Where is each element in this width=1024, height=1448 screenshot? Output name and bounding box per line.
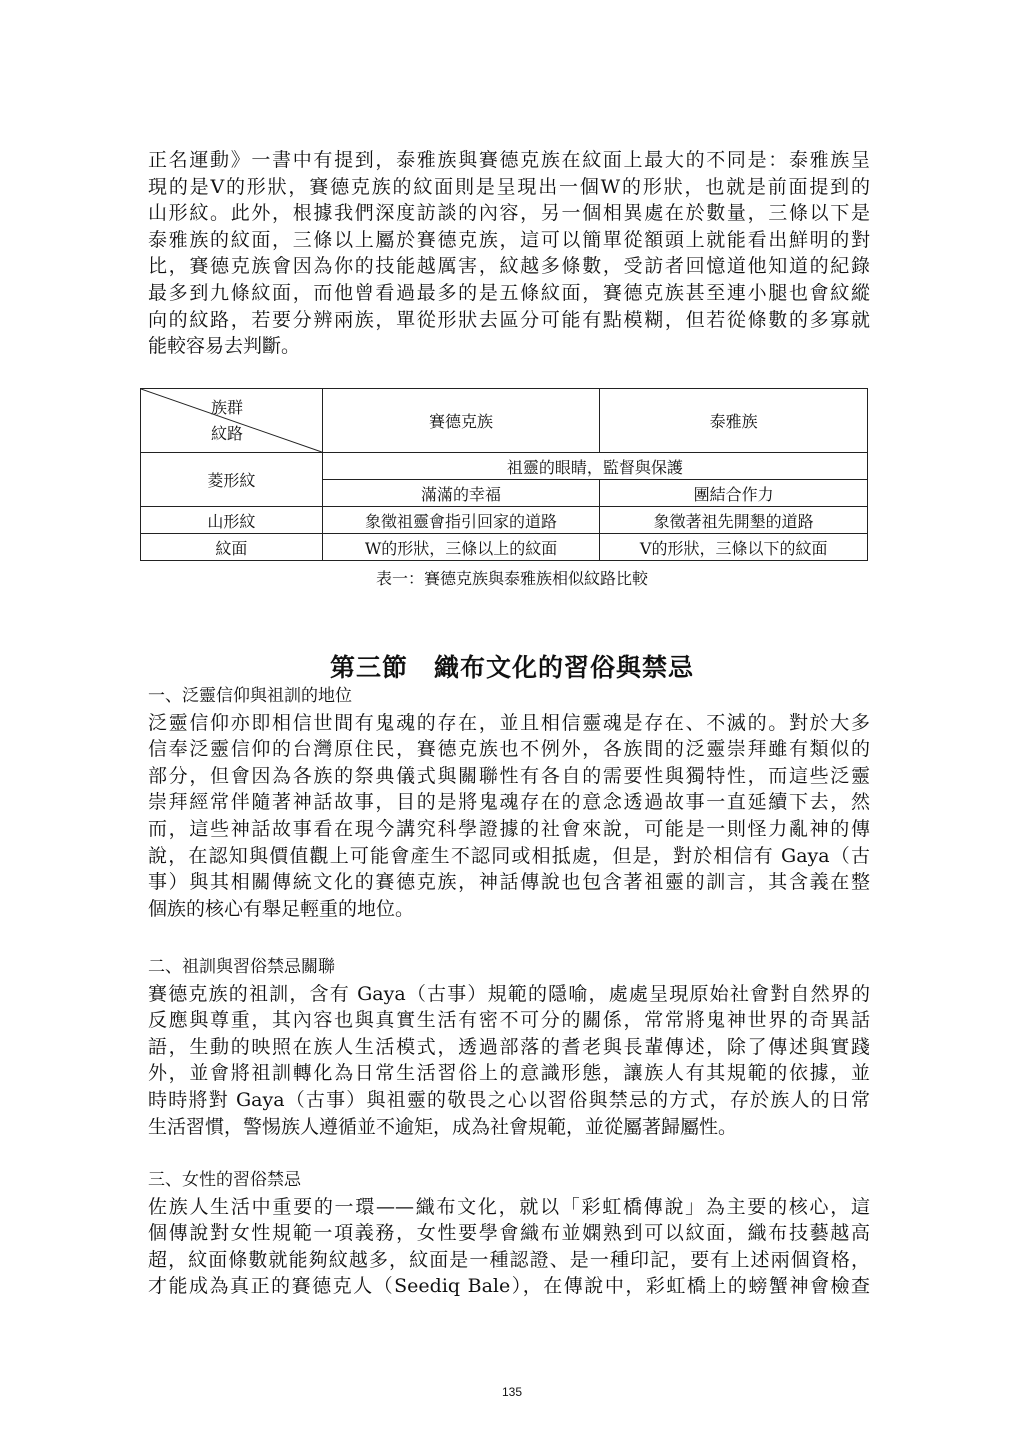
diagonal-header-cell — [141, 389, 323, 453]
comparison-table — [140, 388, 868, 561]
text-line: 而，這些神話故事看在現今講究科學證據的社會來說，可能是一則怪力亂神的傳 — [148, 817, 870, 840]
text-line: 超，紋面條數就能夠紋越多，紋面是一種認證、是一種印記，要有上述兩個資格， — [148, 1248, 870, 1271]
corner-label-pattern: 紋路 — [211, 424, 244, 443]
text-line: 泰雅族的紋面，三條以上屬於賽德克族，這可以簡單從額頭上就能看出鮮明的對 — [148, 228, 870, 251]
text-line: 賽德克族的祖訓，含有 Gaya（古事）規範的隱喻，處處呈現原始社會對自然界的 — [148, 982, 870, 1005]
subsection-3 — [148, 1167, 870, 1300]
table-header-row — [141, 389, 868, 453]
text-line: 外，並會將祖訓轉化為日常生活習俗上的意識形態，讓族人有其規範的依據，並 — [148, 1062, 870, 1085]
table-cell: 祖靈的眼睛，監督與保護 — [322, 453, 867, 480]
column-header: 泰雅族 — [600, 389, 868, 453]
text-line: 部分，但會因為各族的祭典儀式與關聯性有各自的需要性與獨特性，而這些泛靈 — [148, 764, 870, 787]
text-line: 才能成為真正的賽德克人（Seediq Bale），在傳說中，彩虹橋上的螃蟹神會檢查 — [148, 1275, 870, 1298]
text-line: 山形紋。此外，根據我們深度訪談的內容，另一個相異處在於數量，三條以下是 — [148, 202, 870, 225]
text-line: 反應與尊重，其內容也與真實生活有密不可分的關係，常常將鬼神世界的奇異話 — [148, 1009, 870, 1032]
text-line: 正名運動》一書中有提到，泰雅族與賽德克族在紋面上最大的不同是：泰雅族呈 — [148, 149, 870, 171]
table-row — [141, 453, 868, 480]
table-row — [141, 534, 868, 561]
table-cell: 象徵著祖先開墾的道路 — [600, 507, 868, 534]
text-line: 泛靈信仰亦即相信世間有鬼魂的存在，並且相信靈魂是存在、不滅的。對於大多 — [148, 711, 870, 734]
table-cell: 團結合作力 — [600, 480, 868, 507]
subsection-heading: 一、泛靈信仰與祖訓的地位 — [148, 686, 352, 706]
row-label: 山形紋 — [141, 507, 323, 534]
subsection-2 — [148, 954, 870, 1140]
text-line: 崇拜經常伴隨著神話故事，目的是將鬼魂存在的意念透過故事一直延續下去，然 — [148, 791, 870, 814]
text-line: 現的是V的形狀，賽德克族的紋面則是呈現出一個W的形狀，也就是前面提到的 — [148, 175, 870, 198]
column-header: 賽德克族 — [322, 389, 600, 453]
table-cell: V的形狀，三條以下的紋面 — [600, 534, 868, 561]
text-line: 佐族人生活中重要的一環——織布文化，就以「彩虹橋傳說」為主要的核心，這 — [148, 1195, 870, 1218]
text-line: 事）與其相關傳統文化的賽德克族，神話傳說也包含著祖靈的訓言，其含義在整 — [148, 871, 870, 894]
row-label: 菱形紋 — [141, 453, 323, 507]
text-line: 能較容易去判斷。 — [148, 335, 301, 358]
table-cell: W的形狀，三條以上的紋面 — [322, 534, 600, 561]
text-line: 個傳說對女性規範一項義務，女性要學會織布並嫻熟到可以紋面，織布技藝越高 — [148, 1222, 870, 1245]
text-line: 說，在認知與價值觀上可能會產生不認同或相抵處，但是，對於相信有 Gaya（古 — [148, 844, 870, 867]
table-caption: 表一：賽德克族與泰雅族相似紋路比較 — [375, 569, 648, 588]
text-line: 時時將對 Gaya（古事）與祖靈的敬畏之心以習俗與禁忌的方式，存於族人的日常 — [148, 1088, 870, 1111]
text-line: 最多到九條紋面，而他曾看過最多的是五條紋面，賽德克族甚至連小腿也會紋縱 — [148, 281, 870, 304]
subsection-heading: 二、祖訓與習俗禁忌關聯 — [148, 957, 335, 977]
text-line: 個族的核心有舉足輕重的地位。 — [148, 897, 415, 920]
text-line: 向的紋路，若要分辨兩族，單從形狀去區分可能有點模糊，但若從條數的多寡就 — [148, 308, 870, 331]
corner-label-group: 族群 — [211, 398, 244, 417]
intro-paragraph — [148, 147, 870, 360]
text-line: 生活習慣，警惕族人遵循並不逾矩，成為社會規範，並從屬著歸屬性。 — [148, 1115, 738, 1138]
page-number: 135 — [501, 1385, 523, 1399]
subsection-heading: 三、女性的習俗禁忌 — [148, 1170, 301, 1190]
subsection-1 — [148, 683, 870, 922]
row-label: 紋面 — [141, 534, 323, 561]
text-line: 比，賽德克族會因為你的技能越厲害，紋越多條數，受訪者回憶道他知道的紀錄 — [148, 255, 870, 278]
table-cell: 滿滿的幸福 — [322, 480, 600, 507]
text-line: 語，生動的映照在族人生活模式，透過部落的耆老與長輩傳述，除了傳述與實踐 — [148, 1035, 870, 1058]
section-title: 第三節 織布文化的習俗與禁忌 — [329, 653, 694, 682]
table-row — [141, 507, 868, 534]
table-cell: 象徵祖靈會指引回家的道路 — [322, 507, 600, 534]
text-line: 信奉泛靈信仰的台灣原住民，賽德克族也不例外，各族間的泛靈崇拜雖有類似的 — [148, 738, 870, 761]
